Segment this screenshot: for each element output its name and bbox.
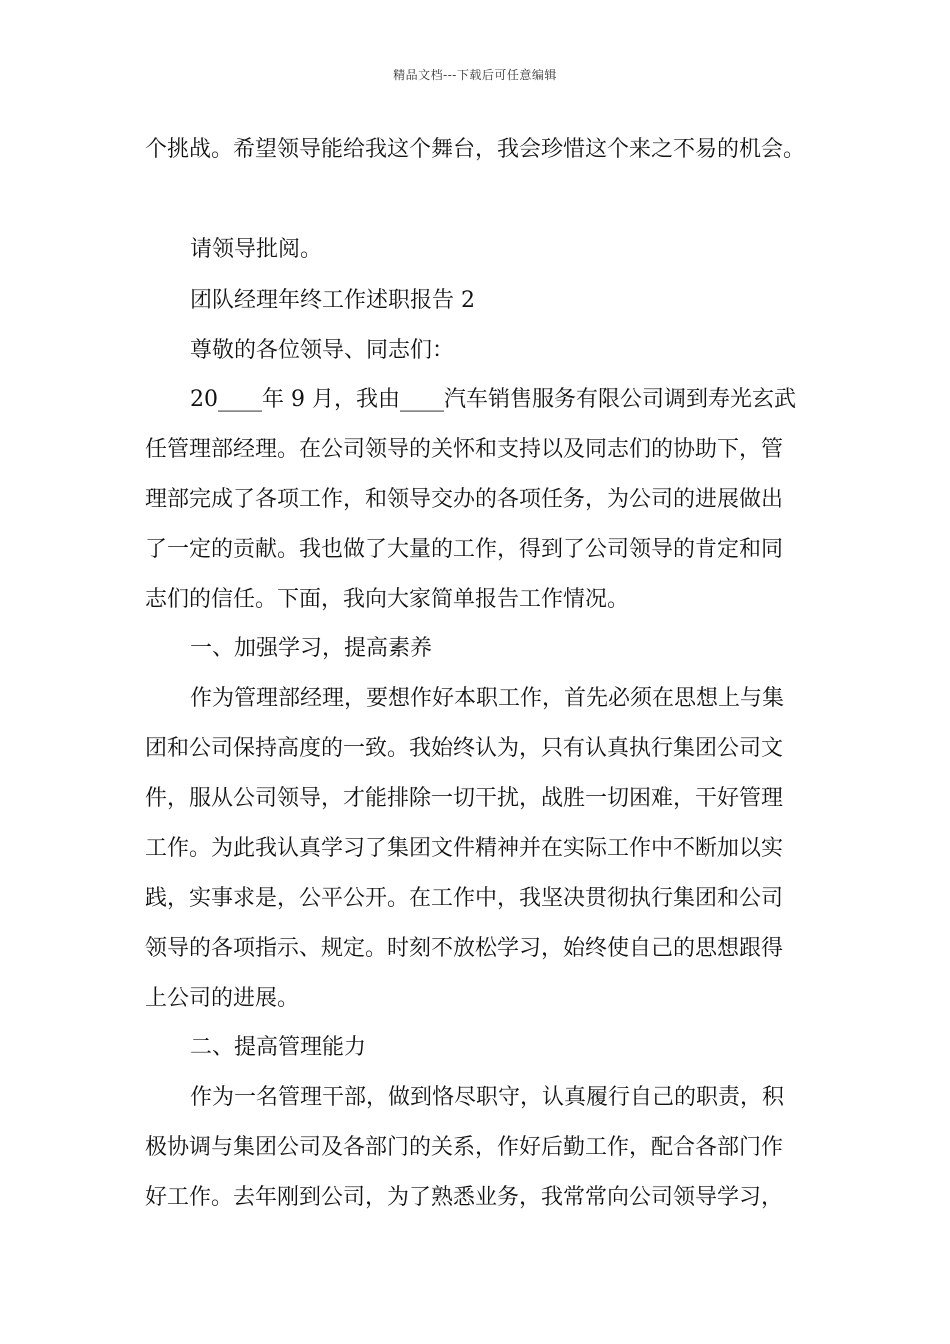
body-line: 好工作。去年刚到公司，为了熟悉业务，我常常向公司领导学习，	[145, 1185, 784, 1210]
body-line: 践，实事求是，公平公开。在工作中，我坚决贯彻执行集团和公司	[145, 886, 784, 911]
body-line: 极协调与集团公司及各部门的关系，作好后勤工作，配合各部门作	[145, 1135, 784, 1160]
body-line: 20____年 9 月，我由____汽车销售服务有限公司调到寿光玄武	[190, 387, 796, 412]
body-line: 上公司的进展。	[145, 986, 300, 1011]
body-line: 个挑战。希望领导能给我这个舞台，我会珍惜这个来之不易的机会。	[145, 137, 806, 162]
body-line: 任管理部经理。在公司领导的关怀和支持以及同志们的协助下，管	[145, 437, 784, 462]
closing-line: 请领导批阅。	[190, 237, 323, 262]
body-line: 工作。为此我认真学习了集团文件精神并在实际工作中不断加以实	[145, 836, 784, 861]
section-heading: 一、加强学习，提高素养	[190, 636, 433, 661]
body-line: 团和公司保持高度的一致。我始终认为，只有认真执行集团公司文	[145, 736, 784, 761]
body-line: 作为一名管理干部，做到恪尽职守，认真履行自己的职责，积	[190, 1085, 785, 1110]
body-line: 作为管理部经理，要想作好本职工作，首先必须在思想上与集	[190, 686, 785, 711]
section-heading: 二、提高管理能力	[190, 1035, 367, 1060]
salutation: 尊敬的各位领导、同志们：	[190, 338, 455, 363]
report-title: 团队经理年终工作述职报告 2	[190, 288, 475, 313]
body-line: 件，服从公司领导，才能排除一切干扰，战胜一切困难，干好管理	[145, 786, 784, 811]
body-line: 志们的信任。下面，我向大家简单报告工作情况。	[145, 587, 630, 612]
body-line: 领导的各项指示、规定。时刻不放松学习，始终使自己的思想跟得	[145, 936, 784, 961]
body-line: 理部完成了各项工作，和领导交办的各项任务，为公司的进展做出	[145, 487, 784, 512]
body-line: 了一定的贡献。我也做了大量的工作，得到了公司领导的肯定和同	[145, 537, 784, 562]
page-header: 精品文档---下载后可任意编辑	[393, 68, 557, 82]
